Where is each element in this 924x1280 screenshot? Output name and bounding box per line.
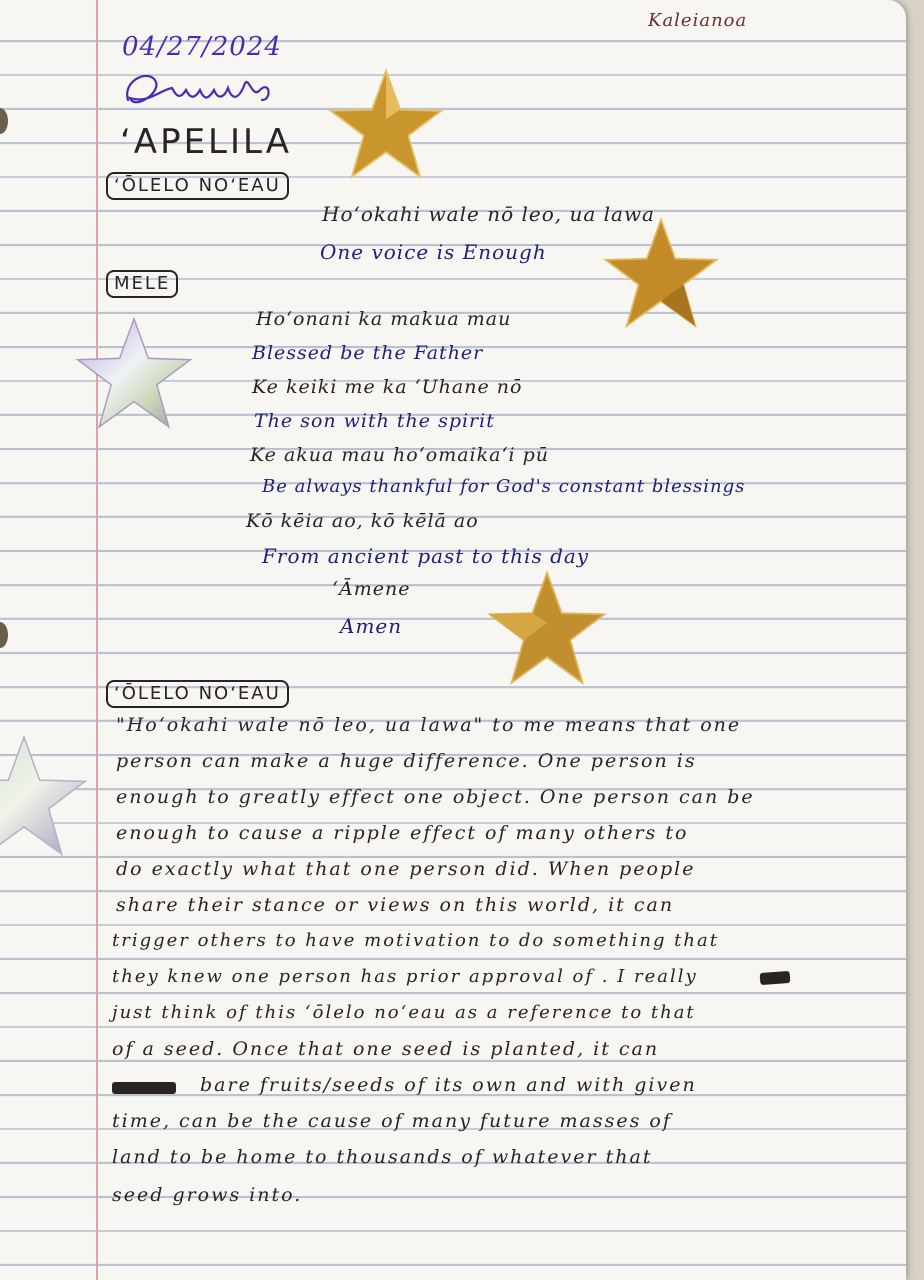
mele-line: Amen xyxy=(340,614,403,638)
holographic-star-sticker xyxy=(74,314,194,434)
binder-hole xyxy=(0,108,8,134)
reflection-line: bare fruits/seeds of its own and with given xyxy=(200,1074,697,1096)
section-label-mele: MELE xyxy=(106,270,178,298)
mele-line: Ke keiki me ka ʻUhane nō xyxy=(252,376,523,398)
reflection-line: enough to greatly effect one object. One person can be xyxy=(116,786,755,808)
reflection-line: enough to cause a ripple effect of many others to xyxy=(116,822,689,844)
reflection-line: seed grows into. xyxy=(112,1184,303,1206)
margin-line xyxy=(96,0,98,1280)
gold-star-sticker xyxy=(602,214,720,334)
reflection-line: "Hoʻokahi wale nō leo, ua lawa" to me means that one xyxy=(116,714,742,736)
gold-star-sticker xyxy=(326,66,446,184)
mele-line: The son with the spirit xyxy=(254,410,495,432)
binder-hole xyxy=(0,622,8,648)
reflection-line: land to be home to thousands of whatever that xyxy=(112,1146,653,1168)
section-label-olelo-noeau-reflection: ʻŌLELO NOʻEAU xyxy=(106,680,289,708)
mele-line: ʻĀmene xyxy=(332,578,411,600)
proverb-hawaiian: Hoʻokahi wale nō leo, ua lawa xyxy=(322,202,655,226)
reflection-line: time, can be the cause of many future masses of xyxy=(112,1110,672,1132)
signature xyxy=(120,60,280,116)
reflection-line: person can make a huge difference. One person is xyxy=(116,750,697,772)
mele-line: Kō kēia ao, kō kēlā ao xyxy=(246,510,479,532)
mele-line: Ke akua mau hoʻomaikaʻi pū xyxy=(250,444,550,466)
reflection-line: of a seed. Once that one seed is planted, it can xyxy=(112,1038,660,1060)
proverb-english: One voice is Enough xyxy=(320,240,547,264)
reflection-line: they knew one person has prior approval of . I really xyxy=(112,966,698,987)
mele-line: Blessed be the Father xyxy=(252,342,484,364)
scribble-mark xyxy=(112,1082,176,1094)
holographic-star-sticker xyxy=(0,732,92,862)
reflection-line: share their stance or views on this world, it can xyxy=(116,894,675,916)
mele-line: Hoʻonani ka makua mau xyxy=(256,308,512,330)
page-title: ʻAPELILA xyxy=(120,122,293,162)
date: 04/27/2024 xyxy=(122,32,282,62)
reflection-line: just think of this ʻōlelo noʻeau as a reference to that xyxy=(112,1002,696,1023)
scribble-mark xyxy=(760,971,791,985)
section-label-olelo-noeau: ʻŌLELO NOʻEAU xyxy=(106,172,289,200)
mele-line: From ancient past to this day xyxy=(262,544,590,568)
mele-line: Be always thankful for God's constant blessings xyxy=(262,476,746,497)
author-name: Kaleianoa xyxy=(648,10,748,31)
reflection-line: trigger others to have motivation to do something that xyxy=(112,930,719,951)
gold-star-sticker xyxy=(486,568,608,690)
reflection-line: do exactly what that one person did. When people xyxy=(116,858,696,880)
